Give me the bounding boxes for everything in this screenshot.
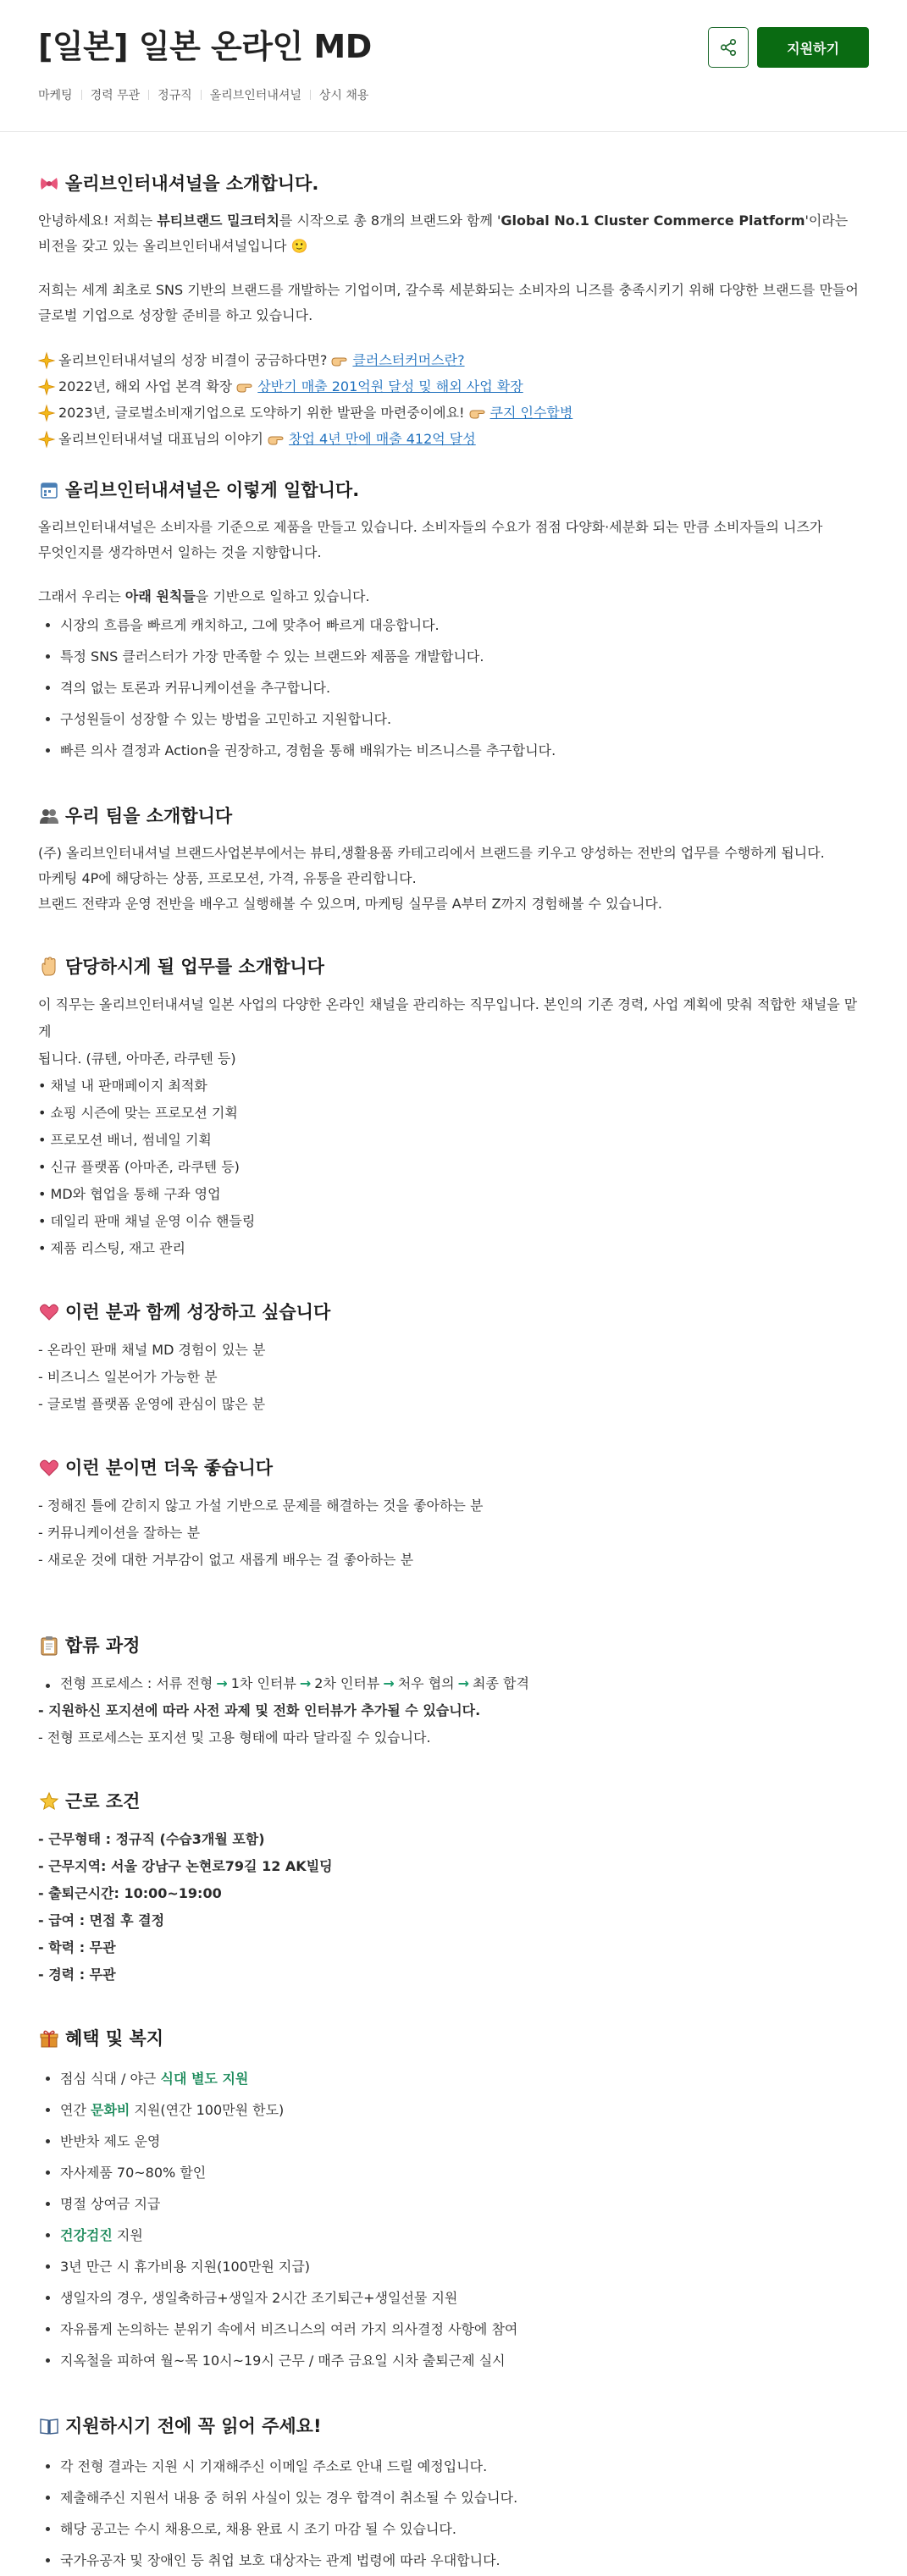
text: 올리브인터내셔널의 성장 비결이 궁금하다면?: [58, 352, 328, 368]
section-preferred: [38, 1455, 869, 1574]
gift-icon: [38, 2027, 60, 2049]
duty-line: • 제품 리스팅, 재고 관리: [38, 1240, 185, 1256]
section-qualifications: [38, 1299, 869, 1418]
section-heading: [38, 171, 869, 196]
heart-icon: [38, 1457, 60, 1479]
heading-text: 합류 과정: [65, 1636, 141, 1656]
section-heading: [38, 2413, 869, 2439]
text: 전형 프로세스 :: [60, 1675, 157, 1691]
pointing-hand-icon: [235, 380, 254, 394]
step: 2차 인터뷰: [314, 1675, 380, 1691]
list-item: [38, 2220, 869, 2251]
list-item: 자사제품 70~80% 할인: [38, 2157, 869, 2188]
apply-button[interactable]: 지원하기: [757, 27, 869, 68]
heading-text: 담당하시게 될 업무를 소개합니다: [65, 957, 324, 977]
link-acquisition[interactable]: 쿠지 인수합병: [489, 405, 573, 421]
duty-line: • MD와 협업을 통해 구좌 영업: [38, 1186, 221, 1202]
heading-text: 올리브인터내셔널은 이렇게 일합니다.: [65, 480, 360, 500]
star-icon: [38, 1790, 60, 1812]
highlight-text: 식대 별도 지원: [160, 2071, 249, 2087]
qualification-line: - 비즈니스 일본어가 가능한 분: [38, 1369, 218, 1385]
text: 그래서 우리는: [38, 588, 125, 604]
pointing-hand-icon: [468, 406, 487, 420]
link-cluster-commerce[interactable]: 클러스터커머스란?: [352, 352, 465, 368]
highlight-text: 건강검진: [60, 2227, 113, 2243]
section-duty: [38, 954, 869, 1262]
list-item: 지옥철을 피하여 월~목 10시~19시 근무 / 매주 금요일 시차 출퇴근제 실시: [38, 2345, 869, 2376]
section-process: [38, 1633, 869, 1751]
people-icon: [38, 805, 60, 827]
page-title: [일본] 일본 온라인 MD: [38, 28, 372, 65]
step: 처우 협의: [397, 1675, 455, 1691]
section-heading: [38, 1633, 869, 1658]
sparkle-icon: [38, 431, 55, 448]
section-heading: [38, 1299, 869, 1325]
link-ceo-story[interactable]: 창업 4년 만에 매출 412억 달성: [289, 431, 476, 447]
condition-line: - 학력 : 무관: [38, 1939, 116, 1955]
list-item: 빠른 의사 결정과 Action을 권장하고, 경험을 통해 배워가는 비즈니스를 추구합니다.: [38, 735, 869, 766]
list-item: 국가유공자 및 장애인 등 취업 보호 대상자는 관계 법령에 따라 우대합니다.: [38, 2545, 869, 2576]
tag-list: [38, 86, 869, 103]
duty-line: 됩니다. (큐텐, 아마존, 라쿠텐 등): [38, 1051, 236, 1067]
heading-text: 이런 분과 함께 성장하고 싶습니다: [65, 1302, 331, 1322]
list-item: [38, 347, 869, 373]
divider: [148, 90, 149, 100]
list-item: [38, 373, 869, 400]
text: 2023년, 글로벌소비재기업으로 도약하기 위한 발판을 마련중이에요!: [58, 405, 465, 421]
list-item: 생일자의 경우, 생일축하금+생일자 2시간 조기퇴근+생일선물 지원: [38, 2282, 869, 2314]
text: 글로벌 기업으로 성장할 준비를 하고 있습니다.: [38, 307, 313, 323]
divider: [81, 90, 82, 100]
list-item: 특정 SNS 클러스터가 가장 만족할 수 있는 브랜드와 제품을 개발합니다.: [38, 641, 869, 672]
team-line: 브랜드 전략과 운영 전반을 배우고 실행해볼 수 있으며, 마케팅 실무를 A부터 Z까지 경험해볼 수 있습니다.: [38, 896, 662, 912]
text: '이라는: [805, 212, 849, 229]
tag-career: 경력 무관: [90, 89, 141, 102]
list-item: 3년 만근 시 휴가비용 지원(100만원 지급): [38, 2251, 869, 2282]
list-item: 제출해주신 지원서 내용 중 허위 사실이 있는 경우 합격이 취소될 수 있습니다.: [38, 2482, 869, 2513]
heading-text: 혜택 및 복지: [65, 2028, 164, 2049]
notice-list: [38, 2451, 869, 2576]
text-bold: 아래 원칙들: [124, 588, 196, 604]
text: 지원(연간 100만원 한도): [130, 2102, 285, 2118]
intro-paragraph: [38, 278, 869, 328]
text: 저희는 세계 최초로 SNS 기반의 브랜드를 개발하는 기업이며, 갈수록 세분화되는 소비자의 니즈를 충족시키기 위해 다양한 브랜드를 만들어: [38, 282, 859, 298]
qualification-line: - 글로벌 플랫폼 운영에 관심이 많은 분: [38, 1396, 266, 1412]
section-heading: [38, 477, 869, 503]
job-description: [0, 132, 907, 2576]
list-item: 자유롭게 논의하는 분위기 속에서 비즈니스의 여러 가지 의사결정 사항에 참여: [38, 2314, 869, 2345]
list-item: 반반차 제도 운영: [38, 2126, 869, 2157]
heading-text: 우리 팀을 소개합니다: [65, 806, 233, 826]
principle-list: [38, 610, 869, 766]
arrow-icon: →: [299, 1675, 312, 1691]
tag-company: 올리브인터내셔널: [209, 89, 301, 102]
list-item: 해당 공고는 수시 채용으로, 채용 완료 시 조기 마감 될 수 있습니다.: [38, 2513, 869, 2545]
text: 연간: [60, 2102, 91, 2118]
list-item: 격의 없는 토론과 커뮤니케이션을 추구합니다.: [38, 672, 869, 703]
text: 안녕하세요! 저희는: [38, 212, 158, 229]
condition-line: - 근무지역: 서울 강남구 논현로79길 12 AK빌딩: [38, 1858, 333, 1874]
list-item: [38, 2094, 869, 2126]
text: 지원: [112, 2227, 143, 2243]
list-item: [38, 1670, 869, 1697]
section-work: [38, 477, 869, 766]
text: 을 기반으로 일하고 있습니다.: [195, 588, 370, 604]
heading-text: 올리브인터내셔널을 소개합니다.: [65, 174, 319, 194]
spark-list: [38, 347, 869, 452]
pointing-hand-icon: [330, 354, 349, 367]
sparkle-icon: [38, 405, 55, 422]
duty-line: • 신규 플랫폼 (아마존, 라쿠텐 등): [38, 1159, 240, 1175]
work-paragraph: [38, 515, 869, 565]
hand-icon: [38, 956, 60, 978]
list-item: 각 전형 결과는 지원 시 기재해주신 이메일 주소로 안내 드릴 예정입니다.: [38, 2451, 869, 2482]
duty-line: • 채널 내 판매페이지 최적화: [38, 1078, 207, 1094]
list-item: 구성원들이 성장할 수 있는 방법을 고민하고 지원합니다.: [38, 703, 869, 735]
tag-category: 마케팅: [38, 89, 73, 102]
sparkle-icon: [38, 378, 55, 395]
process-steps: [38, 1670, 869, 1697]
ribbon-icon: [38, 173, 60, 195]
text: 올리브인터내셔널 대표님의 이야기: [58, 431, 264, 447]
section-intro: [38, 171, 869, 452]
header: [0, 0, 907, 132]
process-note: - 전형 프로세스는 포지션 및 고용 형태에 따라 달라질 수 있습니다.: [38, 1729, 431, 1746]
text: 점심 식대 / 야근: [60, 2071, 161, 2087]
arrow-icon: →: [457, 1675, 470, 1691]
calendar-icon: [38, 479, 60, 501]
section-heading: [38, 2026, 869, 2051]
condition-line: - 경력 : 무관: [38, 1966, 116, 1983]
text: 올리브인터내셔널은 소비자를 기준으로 제품을 만들고 있습니다. 소비자들의 수요가 점점 다양화·세분화 되는 만큼 소비자들의 니즈가: [38, 519, 823, 535]
preferred-line: - 새로운 것에 대한 거부감이 없고 새롭게 배우는 걸 좋아하는 분: [38, 1552, 414, 1568]
section-conditions: [38, 1789, 869, 1989]
list-item: [38, 2063, 869, 2094]
team-line: 마케팅 4P에 해당하는 상품, 프로모션, 가격, 유통을 관리합니다.: [38, 870, 417, 886]
duty-line: • 데일리 판매 채널 운영 이슈 핸들링: [38, 1213, 256, 1229]
duty-line: • 쇼핑 시즌에 맞는 프로모션 기획: [38, 1105, 238, 1121]
tag-employment: 정규직: [158, 89, 192, 102]
header-actions: [708, 27, 869, 68]
intro-paragraph: [38, 208, 869, 259]
section-heading: [38, 954, 869, 979]
text: 비전을 갖고 있는 올리브인터내셔널입니다 🙂: [38, 238, 308, 254]
step: 서류 전형: [156, 1675, 213, 1691]
heading-text: 이런 분이면 더욱 좋습니다: [65, 1458, 274, 1478]
arrow-icon: →: [383, 1675, 395, 1691]
work-paragraph: [38, 584, 869, 610]
divider: [201, 90, 202, 100]
arrow-icon: →: [216, 1675, 228, 1691]
list-item: 명절 상여금 지급: [38, 2188, 869, 2220]
duty-line: • 프로모션 배너, 썸네일 기획: [38, 1132, 212, 1148]
book-icon: [38, 2415, 60, 2437]
link-revenue-2022[interactable]: 상반기 매출 201억원 달성 및 해외 사업 확장: [257, 378, 523, 394]
list-item: [38, 426, 869, 452]
heart-icon: [38, 1301, 60, 1323]
qualification-line: - 온라인 판매 채널 MD 경험이 있는 분: [38, 1342, 266, 1358]
team-line: (주) 올리브인터내셔널 브랜드사업본부에서는 뷰티,생활용품 카테고리에서 브랜드를 키우고 양성하는 전반의 업무를 수행하게 됩니다.: [38, 845, 825, 861]
share-button[interactable]: [708, 27, 749, 68]
heading-text: 근로 조건: [65, 1791, 141, 1812]
section-heading: [38, 1789, 869, 1814]
text-bold: Global No.1 Cluster Commerce Platform: [501, 212, 805, 229]
condition-line: - 근무형태 : 정규직 (수습3개월 포함): [38, 1831, 265, 1847]
text-bold: 뷰티브랜드 밀크터치: [157, 212, 279, 229]
section-team: [38, 803, 869, 917]
section-heading: [38, 1455, 869, 1481]
tag-hiring: 상시 채용: [318, 89, 369, 102]
preferred-line: - 커뮤니케이션을 잘하는 분: [38, 1525, 201, 1541]
list-item: 시장의 흐름을 빠르게 캐치하고, 그에 맞추어 빠르게 대응합니다.: [38, 610, 869, 641]
text: 2022년, 해외 사업 본격 확장: [58, 378, 233, 394]
section-benefits: [38, 2026, 869, 2376]
sparkle-icon: [38, 352, 55, 369]
highlight-text: 문화비: [91, 2102, 130, 2118]
condition-line: - 출퇴근시간: 10:00~19:00: [38, 1885, 222, 1901]
step: 1차 인터뷰: [230, 1675, 296, 1691]
heading-text: 지원하시기 전에 꼭 읽어 주세요!: [65, 2416, 322, 2436]
clipboard-icon: [38, 1635, 60, 1657]
process-note: - 지원하신 포지션에 따라 사전 과제 및 전화 인터뷰가 추가될 수 있습니다.: [38, 1702, 481, 1718]
text: 무엇인지를 생각하면서 일하는 것을 지향합니다.: [38, 544, 322, 560]
pointing-hand-icon: [267, 433, 285, 446]
condition-line: - 급여 : 면접 후 결정: [38, 1912, 165, 1928]
list-item: [38, 400, 869, 426]
duty-line: 이 직무는 올리브인터내셔널 일본 사업의 다양한 온라인 채널을 관리하는 직무입니다. 본인의 기존 경력, 사업 계획에 맞춰 적합한 채널을 맡게: [38, 996, 858, 1040]
section-heading: [38, 803, 869, 829]
preferred-line: - 정해진 틀에 갇히지 않고 가설 기반으로 문제를 해결하는 것을 좋아하는 분: [38, 1498, 484, 1514]
step: 최종 합격: [473, 1675, 529, 1691]
section-notice: [38, 2413, 869, 2576]
share-icon: [719, 38, 738, 57]
benefit-list: [38, 2063, 869, 2376]
divider: [310, 90, 311, 100]
text: 를 시작으로 총 8개의 브랜드와 함께 ': [279, 212, 501, 229]
